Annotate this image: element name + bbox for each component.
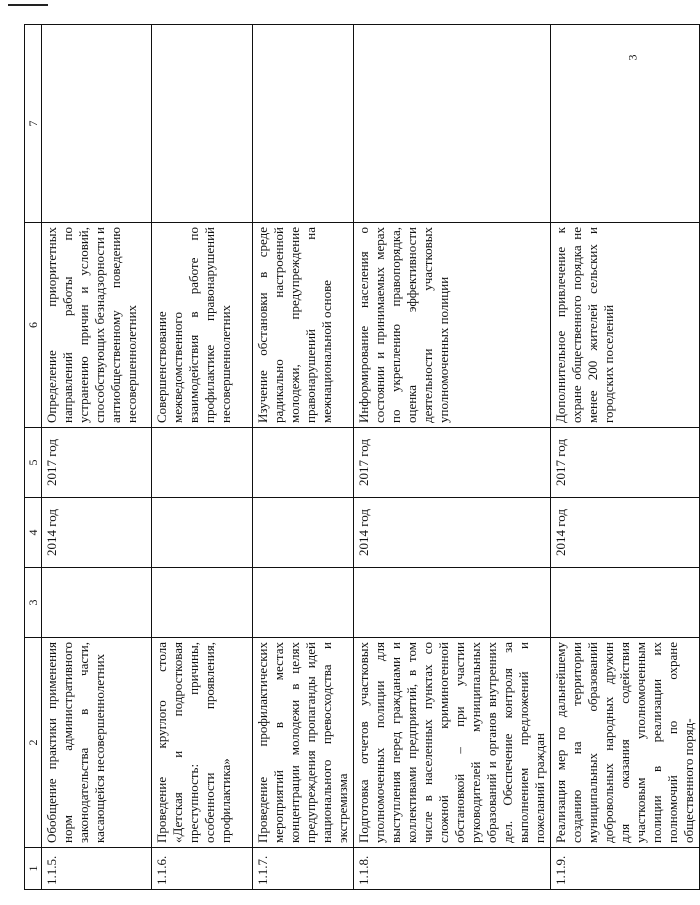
row-col3 <box>253 568 354 638</box>
page-number: 3 <box>625 54 640 61</box>
row-start <box>152 498 253 568</box>
table-row <box>551 25 700 890</box>
row-col7 <box>253 25 354 223</box>
row-col3 <box>551 568 700 638</box>
activities-table <box>24 24 700 890</box>
row-col7 <box>551 25 700 223</box>
row-end: 2017 год <box>551 428 700 498</box>
row-result: Определение приоритетных направлений работы по устранению причин и условий, способствующих безнадзорности и антиобщественному поведению несовершеннолетних <box>42 223 152 428</box>
row-start: 2014 год <box>551 498 700 568</box>
header-col-6: 6 <box>25 223 42 428</box>
row-col3 <box>354 568 551 638</box>
row-id: 1.1.7. <box>253 848 354 890</box>
header-col-7: 7 <box>25 25 42 223</box>
row-result: Совершенствование межведомственного взаимодействия в работе по профилактике правонарушений несовершеннолетних <box>152 223 253 428</box>
header-col-4: 4 <box>25 498 42 568</box>
row-start: 2014 год <box>354 498 551 568</box>
row-id: 1.1.9. <box>551 848 700 890</box>
row-end <box>253 428 354 498</box>
row-result: Дополнительное привлечение к охране общественного порядка не менее 200 жителей сельских и городских поселений <box>551 223 700 428</box>
row-event: Реализация мер по дальнейшему созданию на территории муниципальных образований добровольных народных дружин для оказания содействия участковым уполномоченным полиции в реализации их полномочий по охране общественного поряд- <box>551 638 700 848</box>
row-event: Проведение профилактических мероприятий в местах концентрации молодежи в целях предупреждения пропаганды идей национального превосходства и экстремизма <box>253 638 354 848</box>
scan-artifact-mark <box>8 4 48 6</box>
header-col-1: 1 <box>25 848 42 890</box>
row-id: 1.1.5. <box>42 848 152 890</box>
row-col7 <box>354 25 551 223</box>
row-id: 1.1.8. <box>354 848 551 890</box>
header-col-3: 3 <box>25 568 42 638</box>
table-row <box>152 25 253 890</box>
rotated-table-sheet <box>24 25 696 890</box>
row-event: Проведение круглого стола «Детская и подростковая преступность: причины, особенности проявления, профилактика» <box>152 638 253 848</box>
header-col-5: 5 <box>25 428 42 498</box>
row-start <box>253 498 354 568</box>
row-event: Обобщение практики применения норм административного законодательства в части, касающейся несовершеннолетних <box>42 638 152 848</box>
header-col-2: 2 <box>25 638 42 848</box>
header-row <box>25 25 42 890</box>
row-col7 <box>152 25 253 223</box>
table-row <box>354 25 551 890</box>
row-start: 2014 год <box>42 498 152 568</box>
row-col3 <box>42 568 152 638</box>
row-col7 <box>42 25 152 223</box>
table-row <box>42 25 152 890</box>
row-col3 <box>152 568 253 638</box>
row-id: 1.1.6. <box>152 848 253 890</box>
row-end: 2017 год <box>354 428 551 498</box>
row-end <box>152 428 253 498</box>
table-row <box>253 25 354 890</box>
row-end: 2017 год <box>42 428 152 498</box>
row-event: Подготовка отчетов участковых уполномоченных полиции для выступления перед гражданами и коллективами предприятий, в том числе в населенных пунктах со сложной криминогенной обстановкой – при участии руководителей муниципальных образований и органов внутренних дел. Обеспечение контроля за выполнением предложений и пожеланий граждан <box>354 638 551 848</box>
row-result: Информирование населения о состоянии и принимаемых мерах по укреплению правопорядка, оценка эффективности деятельности участковых уполномоченных полиции <box>354 223 551 428</box>
row-result: Изучение обстановки в среде радикально настроенной молодежи, предупреждение правонарушений на межнациональной основе <box>253 223 354 428</box>
